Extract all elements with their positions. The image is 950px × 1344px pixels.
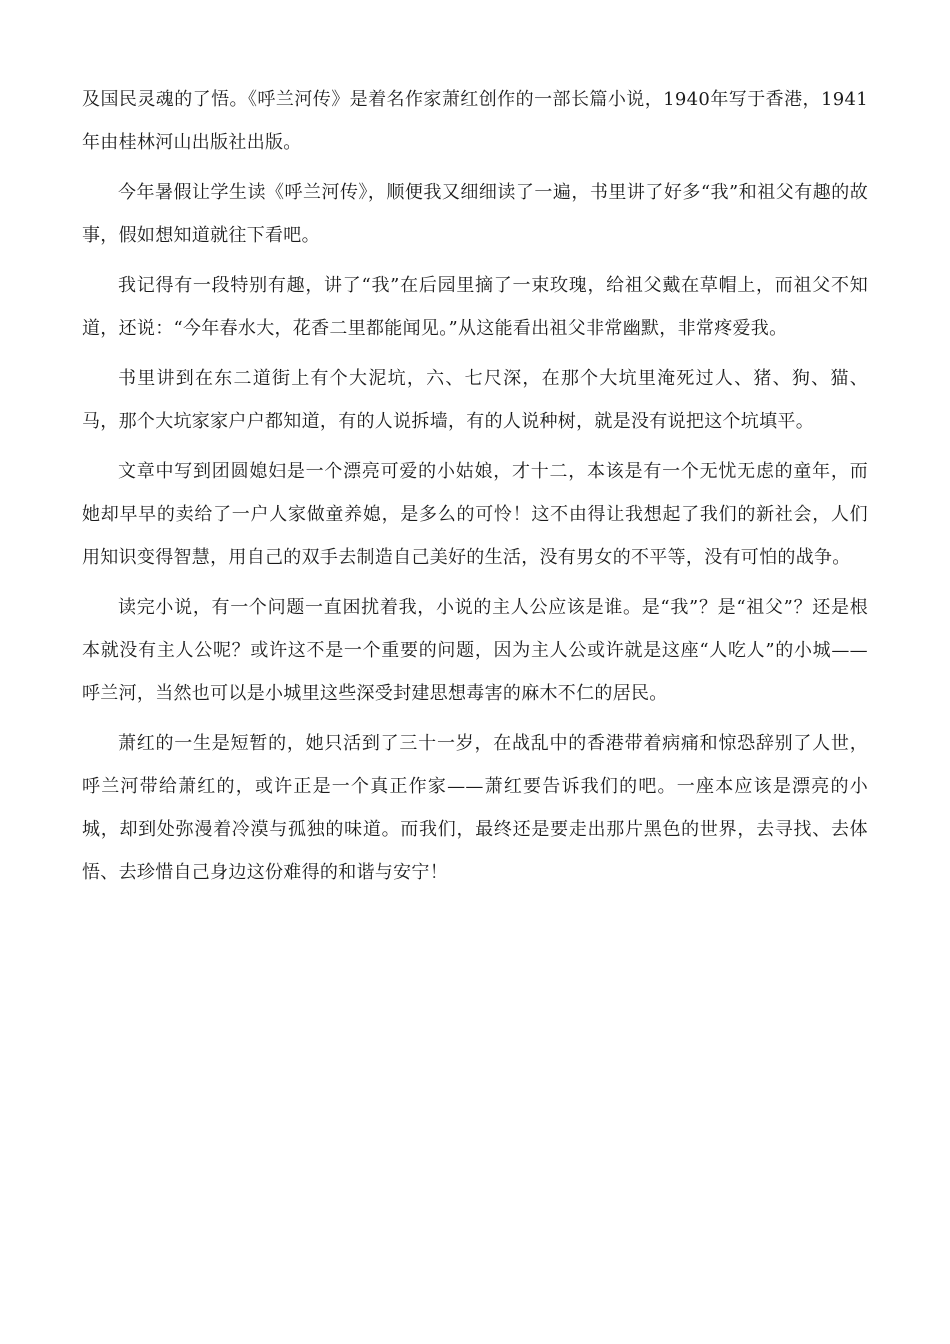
paragraph-continued-intro: 及国民灵魂的了悟。《呼兰河传》是着名作家萧红创作的一部长篇小说，1940年写于香港，1941年由桂林河山出版社出版。 (82, 89, 868, 153)
paragraph-rose-story: 我记得有一段特别有趣，讲了“我”在后园里摘了一束玫瑰，给祖父戴在草帽上，而祖父不知道，还说：“今年春水大，花香二里都能闻见。”从这能看出祖父非常幽默，非常疼爱我。 (82, 275, 868, 339)
paragraph-summer-reading: 今年暑假让学生读《呼兰河传》，顺便我又细细读了一遍，书里讲了好多“我”和祖父有趣的故事，假如想知道就往下看吧。 (82, 182, 868, 246)
document-page (82, 78, 868, 901)
paragraph-conclusion: 萧红的一生是短暂的，她只活到了三十一岁，在战乱中的香港带着病痛和惊恐辞别了人世，呼兰河带给萧红的，或许正是一个真正作家——萧红要告诉我们的吧。一座本应该是漂亮的小城，却到处弥漫着冷漠与孤独的味道。而我们，最终还是要走出那片黑色的世界，去寻找、去体悟、去珍惜自己身边这份难得的和谐与安宁！ (82, 733, 868, 883)
paragraph-protagonist-question: 读完小说，有一个问题一直困扰着我，小说的主人公应该是谁。是“我”？是“祖父”？还是根本就没有主人公呢？或许这不是一个重要的问题，因为主人公或许就是这座“人吃人”的小城——呼兰河，当然也可以是小城里这些深受封建思想毒害的麻木不仁的居民。 (82, 597, 868, 704)
paragraph-child-bride: 文章中写到团圆媳妇是一个漂亮可爱的小姑娘，才十二，本该是有一个无忧无虑的童年，而她却早早的卖给了一户人家做童养媳，是多么的可怜！这不由得让我想起了我们的新社会，人们用知识变得智慧，用自己的双手去制造自己美好的生活，没有男女的不平等，没有可怕的战争。 (82, 461, 868, 568)
paragraph-mud-pit: 书里讲到在东二道街上有个大泥坑，六、七尺深，在那个大坑里淹死过人、猪、狗、猫、马，那个大坑家家户户都知道，有的人说拆墙，有的人说种树，就是没有说把这个坑填平。 (82, 368, 868, 432)
